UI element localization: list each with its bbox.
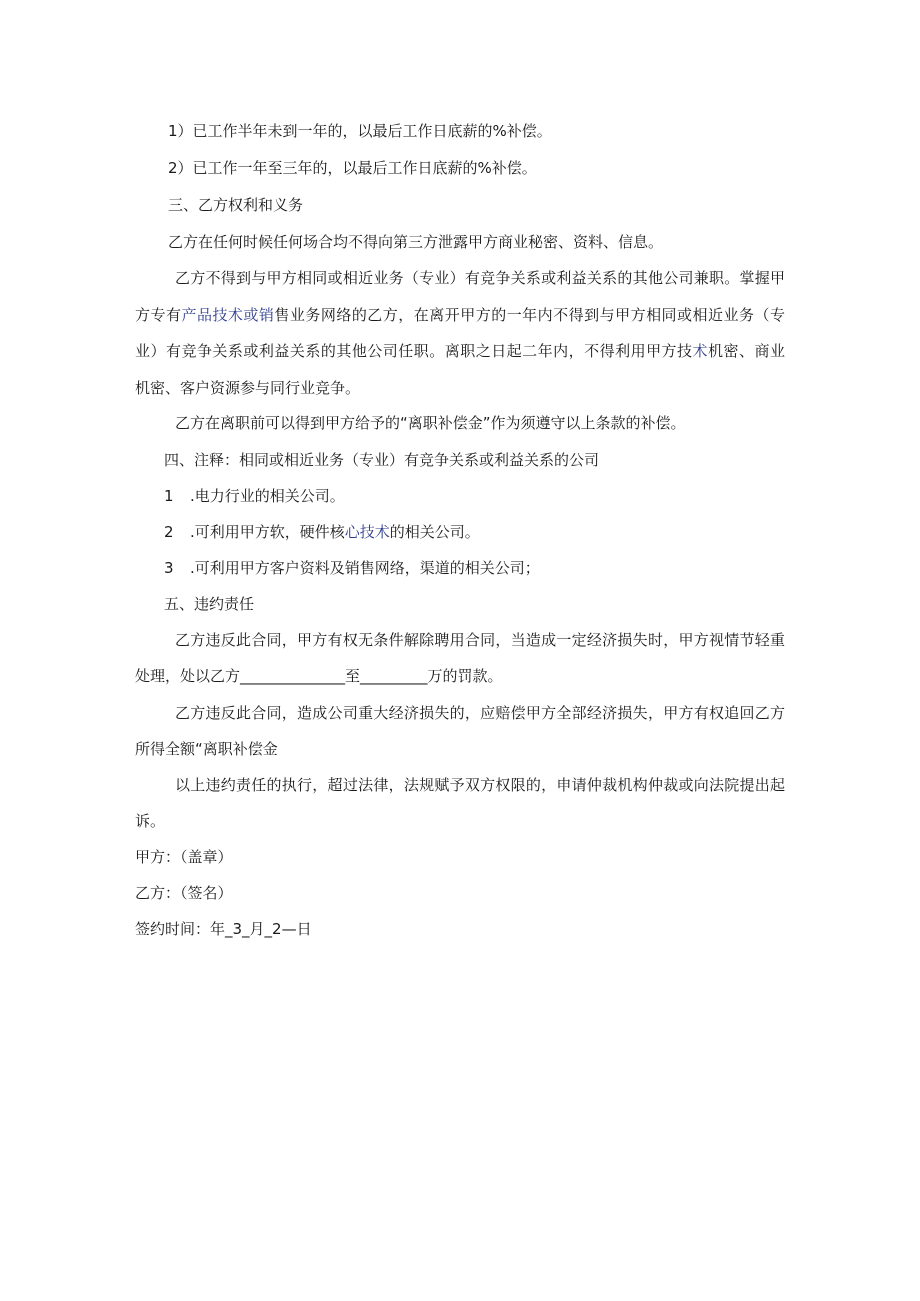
- paragraph-noncompete-line-2: 方专有产品技术或销售业务网络的乙方，在离开甲方的一年内不得到与甲方相同或相近业务（专: [135, 306, 785, 324]
- highlight-text: 心技术: [344, 523, 390, 541]
- section-heading-3: 三、乙方权利和义务: [168, 196, 304, 214]
- paragraph-confidentiality: 乙方在任何时候任何场合均不得向第三方泄露甲方商业秘密、资料、信息。: [168, 233, 664, 251]
- signing-date: 签约时间：年_3_月_2—日: [135, 920, 312, 938]
- paragraph-noncompete-line-1: 乙方不得到与甲方相同或相近业务（专业）有竞争关系或利益关系的其他公司兼职。掌握甲: [175, 269, 785, 287]
- paragraph-arbitration-line-1: 以上违约责任的执行，超过法律，法规赋予双方权限的，申请仲裁机构仲裁或向法院提出起: [175, 776, 785, 794]
- list-item: 2 .可利用甲方软，硬件核心技术的相关公司。: [164, 523, 480, 541]
- clause-1: 1）已工作半年未到一年的，以最后工作日底薪的%补偿。: [168, 122, 552, 140]
- paragraph-noncompete-line-4: 机密、客户资源参与同行业竞争。: [135, 379, 361, 397]
- highlight-text: 产品技术或销: [181, 306, 275, 324]
- list-item: 1 .电力行业的相关公司。: [164, 487, 345, 505]
- highlight-text: 术: [692, 342, 709, 360]
- clause-2: 2）已工作一年至三年的，以最后工作日底薪的%补偿。: [168, 159, 537, 177]
- paragraph-breach-line-2: 处理，处以乙方______________至_________万的罚款。: [135, 667, 503, 685]
- paragraph-compensation: 乙方在离职前可以得到甲方给予的“离职补偿金”作为须遵守以上条款的补偿。: [175, 414, 686, 432]
- section-heading-5: 五、违约责任: [164, 595, 255, 613]
- paragraph-damages-line-2: 所得全额“离职补偿金: [135, 740, 278, 758]
- party-b-signature: 乙方：（签名）: [135, 884, 233, 902]
- list-item: 3 .可利用甲方客户资料及销售网络，渠道的相关公司；: [164, 559, 540, 577]
- paragraph-arbitration-line-2: 诉。: [135, 812, 166, 830]
- section-heading-4: 四、注释：相同或相近业务（专业）有竞争关系或利益关系的公司: [164, 451, 600, 469]
- paragraph-damages-line-1: 乙方违反此合同，造成公司重大经济损失的，应赔偿甲方全部经济损失，甲方有权追回乙方: [175, 704, 785, 722]
- paragraph-breach-line-1: 乙方违反此合同，甲方有权无条件解除聘用合同，当造成一定经济损失时，甲方视情节轻重: [175, 631, 785, 649]
- party-a-signature: 甲方：（盖章）: [135, 848, 233, 866]
- paragraph-noncompete-line-3: 业）有竞争关系或利益关系的其他公司任职。离职之日起二年内，不得利用甲方技术机密、商业: [135, 342, 785, 360]
